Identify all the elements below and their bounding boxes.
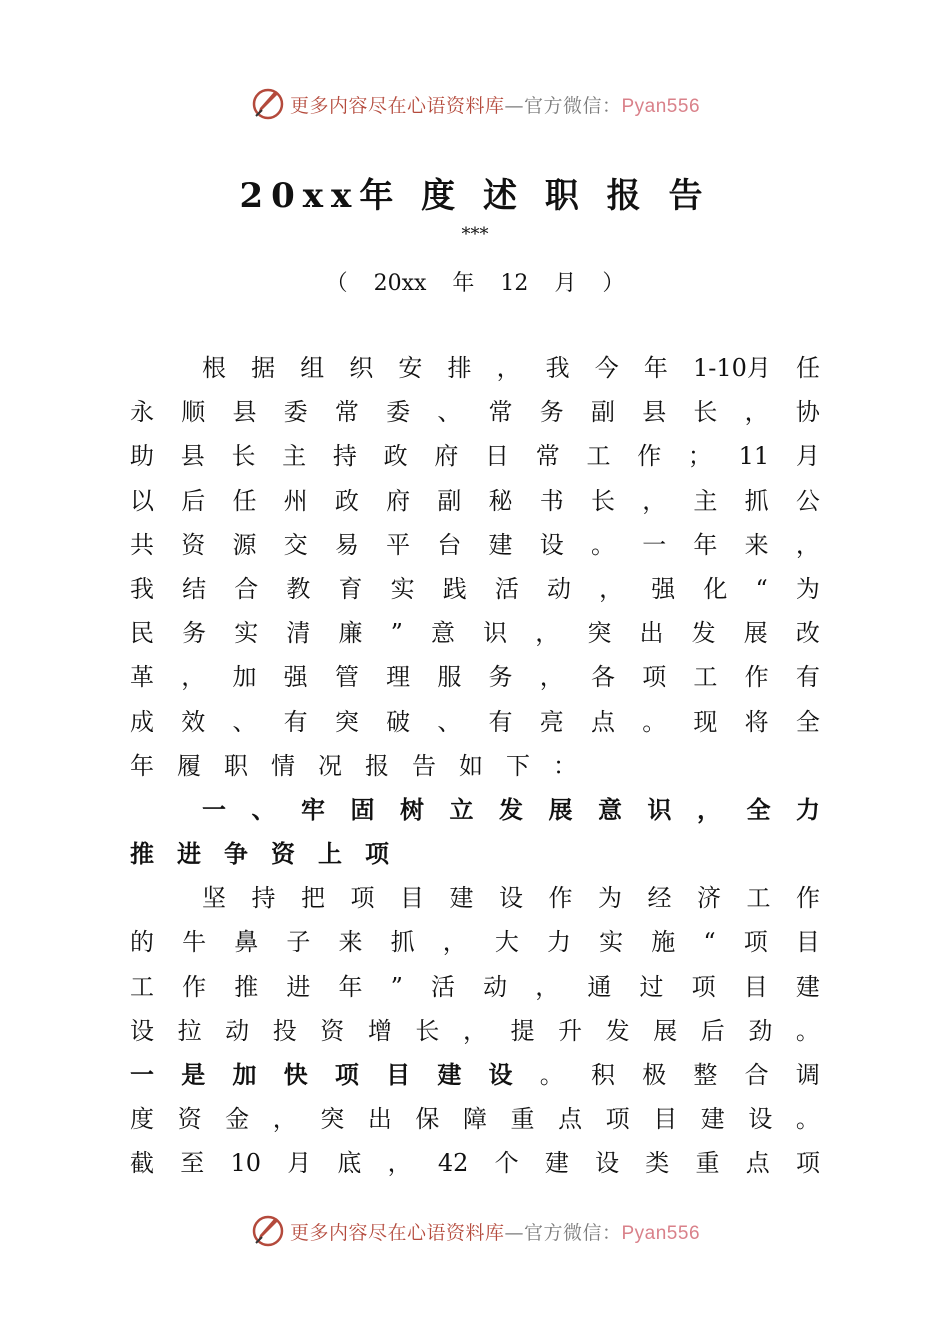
text-char: 10 — [230, 1149, 261, 1178]
text-char: 强 — [283, 663, 308, 692]
text-char: 项 — [334, 1060, 359, 1089]
text-char: 点 — [558, 1105, 583, 1134]
text-char: 意 — [431, 619, 456, 648]
text-char: 施 — [651, 928, 676, 957]
text-char: 副 — [590, 398, 615, 427]
text-char: 力 — [796, 795, 820, 824]
text-char: 今 — [594, 354, 619, 382]
text-char: 合 — [234, 574, 259, 603]
text-char: 发 — [605, 1016, 630, 1045]
text-char: 廉 — [338, 619, 363, 648]
text-char: 顺 — [181, 398, 206, 427]
text-char: 务 — [488, 663, 513, 692]
text-char: 州 — [283, 486, 308, 515]
text-char: 月 — [287, 1149, 312, 1178]
text-char: ， — [697, 795, 721, 824]
banner-text-main: 更多内容尽在心语资料库 — [289, 1221, 505, 1244]
text-char: 履 — [177, 751, 201, 780]
text-char: 进 — [177, 840, 201, 869]
text-char: 推 — [234, 972, 259, 1001]
text-char: 过 — [639, 972, 664, 1001]
banner-text-wechat: —官方微信： — [504, 94, 622, 117]
text-char: 作 — [182, 972, 207, 1001]
text-char: 来 — [338, 928, 363, 957]
text-char: 济 — [697, 884, 721, 913]
text-line — [130, 700, 820, 744]
text-char: 项 — [642, 663, 667, 692]
text-char: 拉 — [177, 1016, 202, 1045]
text-char: 改 — [795, 619, 820, 648]
text-char: 争 — [224, 840, 248, 869]
text-char: 目 — [743, 972, 768, 1001]
text-char: 经 — [647, 884, 672, 913]
text-char: 11 — [738, 442, 770, 471]
text-char: 资 — [320, 1016, 345, 1045]
text-char: 出 — [367, 1105, 392, 1134]
text-char: 目 — [653, 1105, 678, 1134]
text-char: 点 — [745, 1149, 770, 1178]
text-char: 资 — [181, 530, 206, 559]
text-line — [130, 876, 820, 920]
text-char: 我 — [130, 574, 154, 603]
text-char: 将 — [744, 707, 769, 736]
banner-text-id: Pyan556 — [621, 95, 701, 117]
text-char: 实 — [599, 928, 624, 957]
text-char: 目 — [795, 928, 820, 957]
text-char: 秘 — [488, 486, 513, 515]
text-char: 工 — [130, 972, 154, 1001]
text-char: 重 — [695, 1149, 720, 1178]
text-char: 升 — [558, 1016, 583, 1045]
text-char: 实 — [234, 619, 259, 648]
text-char: 通 — [587, 972, 612, 1001]
text-char: 积 — [590, 1061, 615, 1089]
text-char: 台 — [437, 530, 462, 559]
text-char: 项 — [365, 840, 389, 869]
text-char: 类 — [645, 1149, 670, 1178]
text-char: 发 — [499, 795, 523, 824]
text-char: 告 — [412, 751, 436, 780]
text-char: 书 — [539, 486, 564, 515]
text-char: 、 — [232, 707, 257, 736]
text-char: 提 — [510, 1016, 535, 1045]
text-char: 安 — [398, 354, 423, 382]
text-char: 下 — [506, 751, 530, 780]
text-char: 上 — [318, 840, 342, 869]
text-line — [130, 346, 820, 390]
text-char: 固 — [350, 795, 375, 824]
text-char: 作 — [796, 884, 820, 913]
text-char: 强 — [651, 574, 676, 603]
text-char: 建 — [488, 530, 513, 559]
date-part: ） — [602, 271, 625, 296]
text-char: 易 — [334, 530, 359, 559]
text-char: 至 — [180, 1149, 205, 1178]
text-char: 有 — [283, 707, 308, 736]
text-char: ， — [496, 354, 521, 382]
text-char: 动 — [483, 972, 508, 1001]
text-char: 坚 — [202, 884, 226, 913]
text-char: 长 — [415, 1016, 440, 1045]
text-line — [130, 1053, 820, 1097]
text-line — [130, 567, 820, 611]
text-char: 平 — [386, 530, 411, 559]
banner-text-id: Pyan556 — [621, 1222, 701, 1244]
document-body — [130, 346, 820, 1186]
text-char: 设 — [748, 1105, 773, 1134]
text-line — [130, 390, 820, 434]
text-char: 副 — [437, 486, 462, 515]
text-char: 截 — [130, 1149, 154, 1178]
text-line — [130, 434, 820, 478]
text-char: 组 — [300, 354, 325, 382]
text-char: 识 — [647, 795, 672, 824]
text-char: 投 — [272, 1016, 297, 1045]
text-char: 有 — [488, 707, 513, 736]
text-char: 牛 — [182, 928, 207, 957]
date-part: 20xx — [373, 271, 427, 296]
text-char: 整 — [693, 1061, 718, 1089]
text-char: 共 — [130, 530, 154, 559]
text-char: 府 — [386, 486, 411, 515]
text-char: 破 — [386, 707, 411, 736]
date-part: （ — [325, 271, 348, 296]
author-placeholder: *** — [461, 224, 489, 245]
text-char: 年 — [338, 972, 363, 1001]
text-line — [130, 788, 820, 832]
text-char: 建 — [437, 1060, 462, 1089]
text-char: 项 — [743, 928, 768, 957]
text-char: 作 — [744, 663, 769, 692]
text-char: 后 — [700, 1016, 725, 1045]
text-char: 极 — [642, 1061, 667, 1089]
text-char: 全 — [746, 795, 771, 824]
text-char: 。 — [795, 1016, 820, 1045]
text-char: 把 — [301, 884, 325, 913]
text-char: ， — [387, 1149, 412, 1178]
text-char: 。 — [590, 530, 615, 559]
text-char: 、 — [437, 398, 462, 427]
text-line — [130, 1097, 820, 1141]
text-char: 突 — [334, 707, 359, 736]
text-char: 效 — [181, 707, 206, 736]
text-char: 。 — [795, 1105, 820, 1134]
banner-text-wechat: —官方微信： — [504, 1221, 622, 1244]
date-part: 月 — [554, 271, 577, 296]
text-char: 鼻 — [234, 928, 259, 957]
text-char: 增 — [367, 1016, 392, 1045]
text-line — [130, 655, 820, 699]
text-char: 目 — [386, 1060, 411, 1089]
text-char: 。 — [539, 1061, 564, 1089]
text-char: 发 — [691, 619, 716, 648]
text-char: 建 — [449, 884, 474, 913]
text-char: 作 — [548, 884, 573, 913]
text-line — [130, 1141, 820, 1185]
text-char: 委 — [283, 398, 308, 427]
text-char: 助 — [130, 442, 154, 471]
text-char: 抓 — [390, 928, 415, 957]
text-char: 点 — [590, 707, 615, 736]
text-char: 一 — [642, 530, 667, 559]
text-char: 织 — [349, 354, 374, 382]
text-char: 以 — [130, 486, 154, 515]
text-char: 教 — [286, 574, 311, 603]
text-line — [130, 611, 820, 655]
text-char: ， — [539, 663, 564, 692]
text-char: 展 — [743, 619, 768, 648]
text-char: 后 — [181, 486, 206, 515]
text-char: 亮 — [539, 707, 564, 736]
text-char: “ — [755, 574, 768, 603]
text-char: 动 — [547, 574, 571, 603]
text-char: 工 — [586, 442, 611, 471]
text-line — [130, 1009, 820, 1053]
text-line — [130, 479, 820, 523]
text-char: 设 — [595, 1149, 620, 1178]
text-char: 牢 — [301, 795, 325, 824]
quill-logo-icon — [250, 1213, 286, 1249]
text-char: 务 — [539, 398, 564, 427]
text-char: 来 — [744, 530, 769, 559]
text-char: 实 — [390, 574, 415, 603]
text-char: 项 — [605, 1105, 630, 1134]
text-char: 目 — [400, 884, 424, 913]
text-char: 年 — [130, 751, 154, 780]
text-char: ： — [553, 751, 577, 780]
text-char: 立 — [449, 795, 474, 824]
header-banner — [0, 84, 950, 124]
text-char: 年 — [643, 354, 668, 382]
text-char: 政 — [334, 486, 359, 515]
text-char: 理 — [386, 663, 411, 692]
footer-banner — [0, 1211, 950, 1251]
text-char: 的 — [130, 928, 154, 957]
text-line — [130, 523, 820, 567]
text-char: 革 — [130, 663, 154, 692]
text-char: 进 — [286, 972, 311, 1001]
text-char: ， — [642, 486, 667, 515]
text-char: 报 — [365, 751, 389, 780]
text-char: 务 — [182, 619, 207, 648]
text-char: 为 — [598, 884, 622, 913]
text-char: 建 — [700, 1105, 725, 1134]
text-char: 为 — [795, 574, 820, 603]
text-char: ” — [390, 619, 403, 648]
text-char: 金 — [225, 1105, 250, 1134]
text-char: 主 — [282, 442, 307, 471]
text-char: 树 — [400, 795, 424, 824]
text-char: 项 — [691, 972, 716, 1001]
text-char: 委 — [386, 398, 411, 427]
text-char: 意 — [598, 795, 622, 824]
text-char: 42 — [437, 1149, 469, 1178]
text-char: 作 — [637, 442, 662, 471]
text-char: 职 — [224, 751, 248, 780]
text-char: 结 — [182, 574, 207, 603]
text-line — [130, 965, 820, 1009]
text-char: 展 — [653, 1016, 678, 1045]
text-char: 加 — [232, 1060, 257, 1089]
text-char: 交 — [283, 530, 308, 559]
text-char: 设 — [130, 1016, 154, 1045]
text-char: 有 — [795, 663, 820, 692]
text-char: 一 — [202, 795, 226, 824]
text-line — [130, 832, 820, 876]
text-char: 持 — [332, 442, 357, 471]
text-char: 抓 — [744, 486, 769, 515]
text-char: 月 — [795, 442, 820, 471]
text-line — [130, 920, 820, 964]
text-char: 县 — [180, 442, 205, 471]
text-char: 是 — [181, 1060, 206, 1089]
text-char: 障 — [462, 1105, 487, 1134]
text-char: ， — [744, 398, 769, 427]
banner-text-main: 更多内容尽在心语资料库 — [289, 94, 505, 117]
text-char: 常 — [535, 442, 560, 471]
text-char: 据 — [251, 354, 276, 382]
text-char: 县 — [232, 398, 257, 427]
text-char: 资 — [271, 840, 295, 869]
text-char: 全 — [795, 707, 820, 736]
text-char: 日 — [485, 442, 510, 471]
text-char: 长 — [231, 442, 256, 471]
text-char: 加 — [232, 663, 257, 692]
text-char: 我 — [545, 354, 570, 382]
text-char: 民 — [130, 619, 154, 648]
text-char: ， — [442, 928, 467, 957]
text-char: 建 — [544, 1149, 569, 1178]
text-char: 工 — [746, 884, 771, 913]
text-char: 排 — [447, 354, 472, 382]
text-char: 、 — [437, 707, 462, 736]
text-char: 出 — [639, 619, 664, 648]
text-char: ， — [272, 1105, 297, 1134]
text-char: 府 — [434, 442, 459, 471]
text-char: 调 — [795, 1061, 820, 1089]
text-char: 长 — [693, 398, 718, 427]
text-char: 公 — [795, 486, 820, 515]
quill-logo-icon — [250, 86, 286, 122]
document-date — [0, 266, 950, 297]
text-char: 建 — [795, 972, 820, 1001]
text-char: 活 — [494, 574, 519, 603]
text-line — [130, 744, 820, 788]
text-char: 任 — [232, 486, 257, 515]
text-char: 快 — [283, 1060, 308, 1089]
text-char: ； — [687, 442, 712, 471]
date-part: 年 — [452, 271, 475, 296]
date-part: 12 — [500, 271, 529, 296]
text-char: 持 — [251, 884, 276, 913]
text-char: “ — [703, 928, 716, 957]
text-char: 保 — [415, 1105, 440, 1134]
text-char: 育 — [338, 574, 363, 603]
text-char: 政 — [383, 442, 408, 471]
text-char: 常 — [488, 398, 513, 427]
text-char: ， — [599, 574, 624, 603]
text-char: 现 — [693, 707, 718, 736]
text-char: 劲 — [748, 1016, 773, 1045]
text-char: 一 — [130, 1060, 154, 1089]
text-char: 底 — [337, 1149, 362, 1178]
text-char: 主 — [693, 486, 718, 515]
text-char: 服 — [437, 663, 462, 692]
text-char: 工 — [693, 663, 718, 692]
text-char: 个 — [494, 1149, 519, 1178]
text-char: 度 — [130, 1105, 154, 1134]
text-char: 项 — [350, 884, 375, 913]
text-char: ， — [181, 663, 206, 692]
text-char: ， — [795, 530, 820, 559]
text-char: ， — [462, 1016, 487, 1045]
text-char: 管 — [334, 663, 359, 692]
text-char: 推 — [130, 840, 154, 869]
text-char: 如 — [459, 751, 483, 780]
text-char: 项 — [795, 1149, 820, 1178]
text-char: 。 — [642, 707, 667, 736]
text-char: 永 — [130, 398, 154, 427]
text-char: 大 — [494, 928, 519, 957]
text-char: 、 — [251, 795, 276, 824]
text-char: 活 — [431, 972, 456, 1001]
text-char: 任 — [795, 354, 820, 382]
text-char: 长 — [590, 486, 615, 515]
text-char: 子 — [286, 928, 311, 957]
text-char: 合 — [744, 1061, 769, 1089]
text-char: ， — [535, 619, 560, 648]
text-char: 展 — [548, 795, 573, 824]
text-char: 识 — [483, 619, 508, 648]
text-char: 1-10月 — [692, 354, 771, 382]
text-char: 突 — [587, 619, 612, 648]
text-char: 源 — [232, 530, 257, 559]
text-char: 况 — [318, 751, 342, 780]
text-char: 年 — [693, 530, 718, 559]
text-char: 情 — [271, 751, 295, 780]
text-char: 协 — [795, 398, 820, 427]
text-char: 设 — [499, 884, 523, 913]
text-char: 设 — [539, 530, 564, 559]
text-char: 化 — [703, 574, 728, 603]
text-char: 力 — [547, 928, 571, 957]
text-char: 根 — [202, 354, 226, 382]
text-char: 动 — [225, 1016, 250, 1045]
text-char: 突 — [320, 1105, 345, 1134]
text-char: 县 — [642, 398, 667, 427]
text-char: 常 — [334, 398, 359, 427]
text-char: 清 — [286, 619, 311, 648]
text-char: 各 — [590, 663, 615, 692]
document-title: 20xx年 度 述 职 报 告 — [239, 176, 711, 216]
text-char: 资 — [177, 1105, 202, 1134]
text-char: 重 — [510, 1105, 535, 1134]
text-char: 成 — [130, 707, 154, 736]
text-char: 践 — [442, 574, 467, 603]
text-char: ， — [535, 972, 560, 1001]
text-char: ” — [390, 972, 403, 1001]
text-char: 设 — [488, 1060, 513, 1089]
